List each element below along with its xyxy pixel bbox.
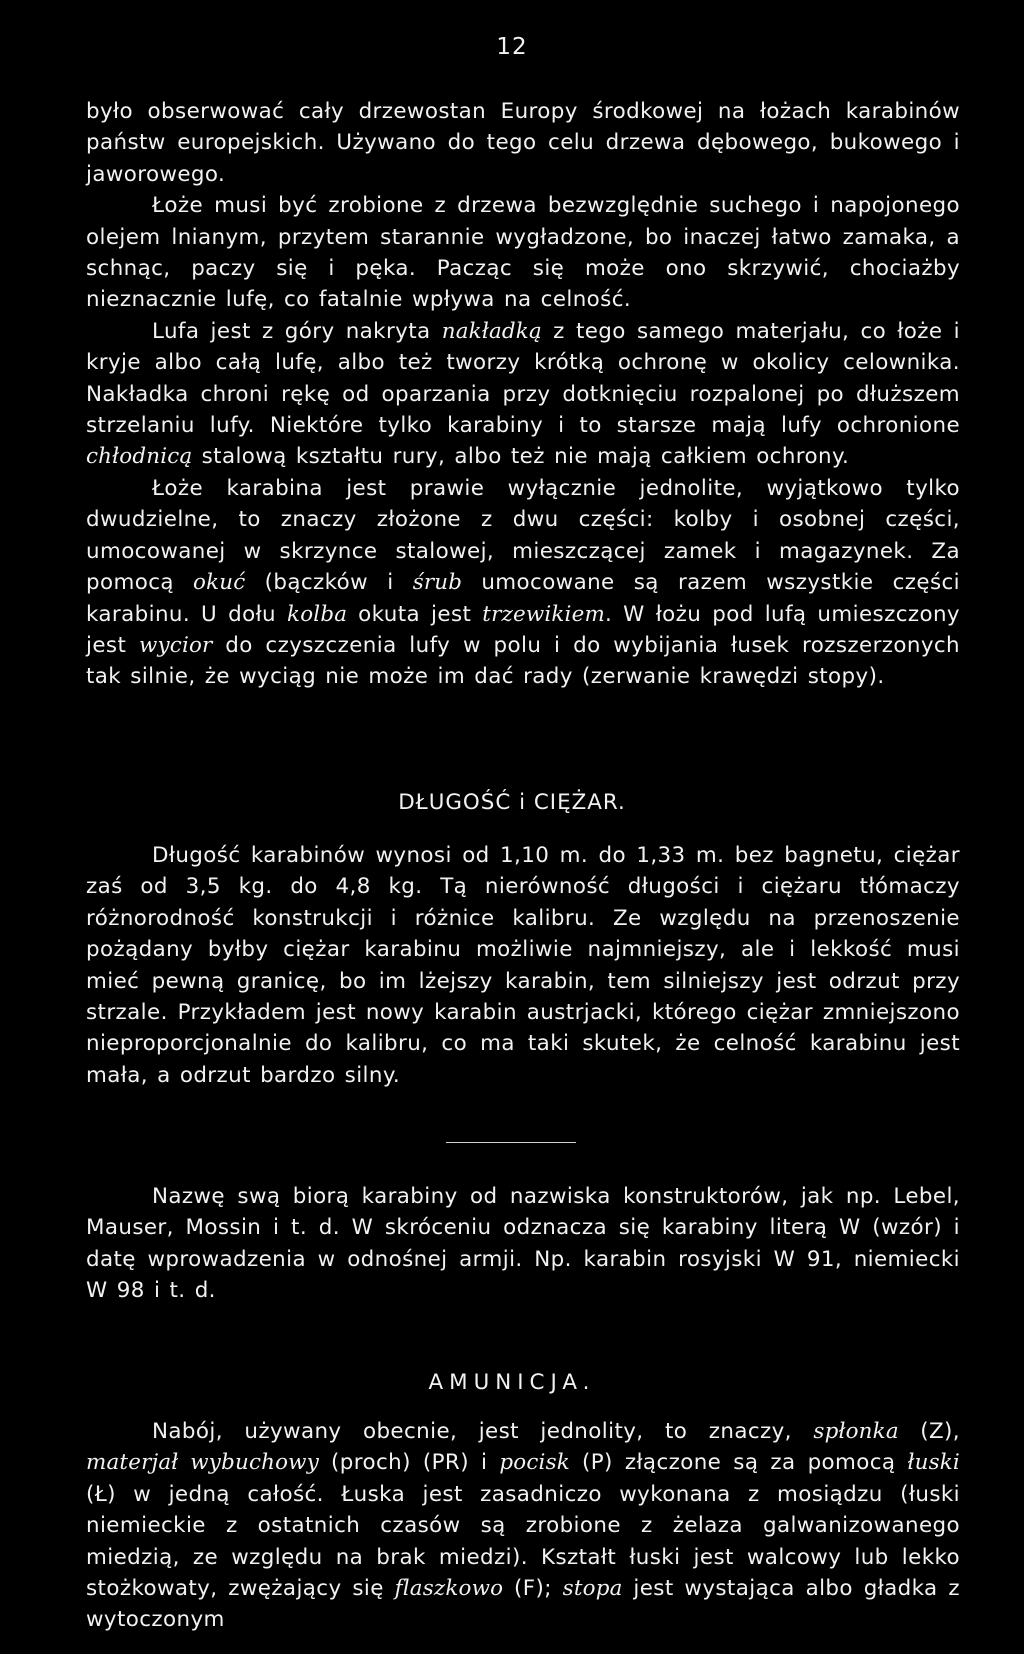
text-run: jest wystająca albo gładka z wytoczonym: [86, 1576, 961, 1633]
text-run: okuta jest: [347, 601, 483, 627]
paragraph-loze: Łoże musi być zrobione z drzewa bezwzględnie suchego i napojonego olejem lnianym, przytem starannie wygładzone, bo inaczej łatwo zamaka, a schnąc, paczy się i pęka. Pacząc się może ono skrzywić, chociażby nieznacznie lufę, co fatalnie wpływa na celność.: [86, 193, 960, 313]
paragraph-naboj: [86, 1416, 960, 1636]
text-run: do czyszczenia lufy w polu i do wybijania łusek rozszerzonych tak silnie, że wyciąg nie może im dać rady (zerwanie krawędzi stopy).: [86, 632, 961, 690]
paragraph-lufa: [86, 316, 960, 473]
separator-rule: [446, 1142, 576, 1143]
page-number: 12: [496, 34, 528, 60]
paragraph-intro: było obserwować cały drzewostan Europy środkowej na łożach karabinów państw europejskich. Używano do tego celu drzewa dębowego, bukowego i jaworowego.: [86, 99, 960, 187]
text-run: (P) złączone są za pomocą: [569, 1450, 908, 1476]
term-flaszkowo: flaszkowo: [394, 1576, 504, 1602]
text-run: . W łożu pod lufą umieszczony jest: [86, 601, 960, 658]
text-run: (Ł) w jedną całość. Łuska jest zasadniczo wykonana z mosiądzu (łuski niemieckie z ostatnich czasów są zrobione z żelaza galwanizowanego miedzią, ze względu na brak miedzi). Kształt łuski jest walcowy lub lekko stożkowaty, zwężający się: [86, 1481, 960, 1602]
term-kolba: kolba: [287, 601, 348, 627]
term-wycior: wycior: [138, 632, 213, 658]
section-heading-dlugosc: DŁUGOŚĆ i CIĘŻAR.: [398, 790, 626, 815]
term-srub: śrub: [412, 570, 463, 596]
paragraph-nazwy: Nazwę swą biorą karabiny od nazwiska konstruktorów, jak np. Lebel, Mauser, Mossin i t. d. W skróceniu odznacza się karabiny literą W (wzór) i datę wprowadzenia w odnośnej armji. Np. karabin rosyjski W 91, niemiecki W 98 i t. d.: [86, 1184, 960, 1304]
text-run: Nabój, używany obecnie, jest jednolity, to znaczy,: [152, 1419, 814, 1444]
text-run: (F);: [503, 1576, 563, 1602]
section-amunicja-text: [86, 1416, 960, 1636]
term-stopa: stopa: [562, 1576, 623, 1602]
section-lozе-text: [86, 96, 960, 693]
text-run: z tego samego materjału, co łoże i kryje albo całą lufę, albo też tworzy krótką ochronę w okolicy celownika. Nakładka chroni rękę od oparzania przy dotknięciu rozpalonej po dłuższem strzelaniu lufy. Niektóre tylko karabiny i to starsze mają lufy ochronione: [86, 318, 961, 439]
text-run: stalową kształtu rury, albo też nie mają całkiem ochrony.: [192, 444, 850, 470]
text-run: (bączków i: [245, 570, 413, 596]
text-run: Lufa jest z góry nakryta: [152, 318, 442, 344]
paragraph-loze-karabina: [86, 473, 960, 693]
term-trzewikiem: trzewikiem: [482, 601, 605, 627]
section-dlugosc-text: [86, 840, 960, 1091]
term-materjal-wybuchowy: materjał wybuchowy: [86, 1450, 319, 1476]
text-run: (Z),: [898, 1419, 961, 1444]
term-okuc: okuć: [193, 570, 246, 596]
term-splonka: spłonka: [813, 1419, 899, 1444]
term-nakladka: nakładką: [441, 318, 542, 344]
term-chlodnica: chłodnicą: [86, 444, 193, 470]
section-heading-amunicja: AMUNICJA.: [428, 1370, 596, 1395]
term-pocisk: pocisk: [499, 1450, 570, 1476]
text-run: (proch) (PR) i: [318, 1450, 500, 1476]
text-run: Łoże karabina jest prawie wyłącznie jednolite, wyjątkowo tylko dwudzielne, to znaczy złożone z dwu części: kolby i osobnej części, umocowanej w skrzynce stalowej, mieszczącej zamek i magazynek. Za pomocą: [86, 475, 960, 596]
term-luski: łuski: [907, 1450, 960, 1476]
section-nazwy-text: [86, 1181, 960, 1307]
paragraph-dlugosc: Długość karabinów wynosi od 1,10 m. do 1,33 m. bez bagnetu, ciężar zaś od 3,5 kg. do 4,8 kg. Tą nierówność długości i ciężaru tłómaczy różnorodność konstrukcji i różnice kalibru. Ze względu na przenoszenie pożądany byłby ciężar karabinu możliwie najmniejszy, ale i lekkość musi mieć pewną granicę, bo im lżejszy karabin, tem silniejszy jest odrzut przy strzale. Przykładem jest nowy karabin austrjacki, którego ciężar zmniejszono nieproporcjonalnie do kalibru, co ma taki skutek, że celność karabinu jest mała, a odrzut bardzo silny.: [86, 843, 960, 1088]
text-run: umocowane są razem wszystkie części karabinu. U dołu: [86, 570, 960, 627]
